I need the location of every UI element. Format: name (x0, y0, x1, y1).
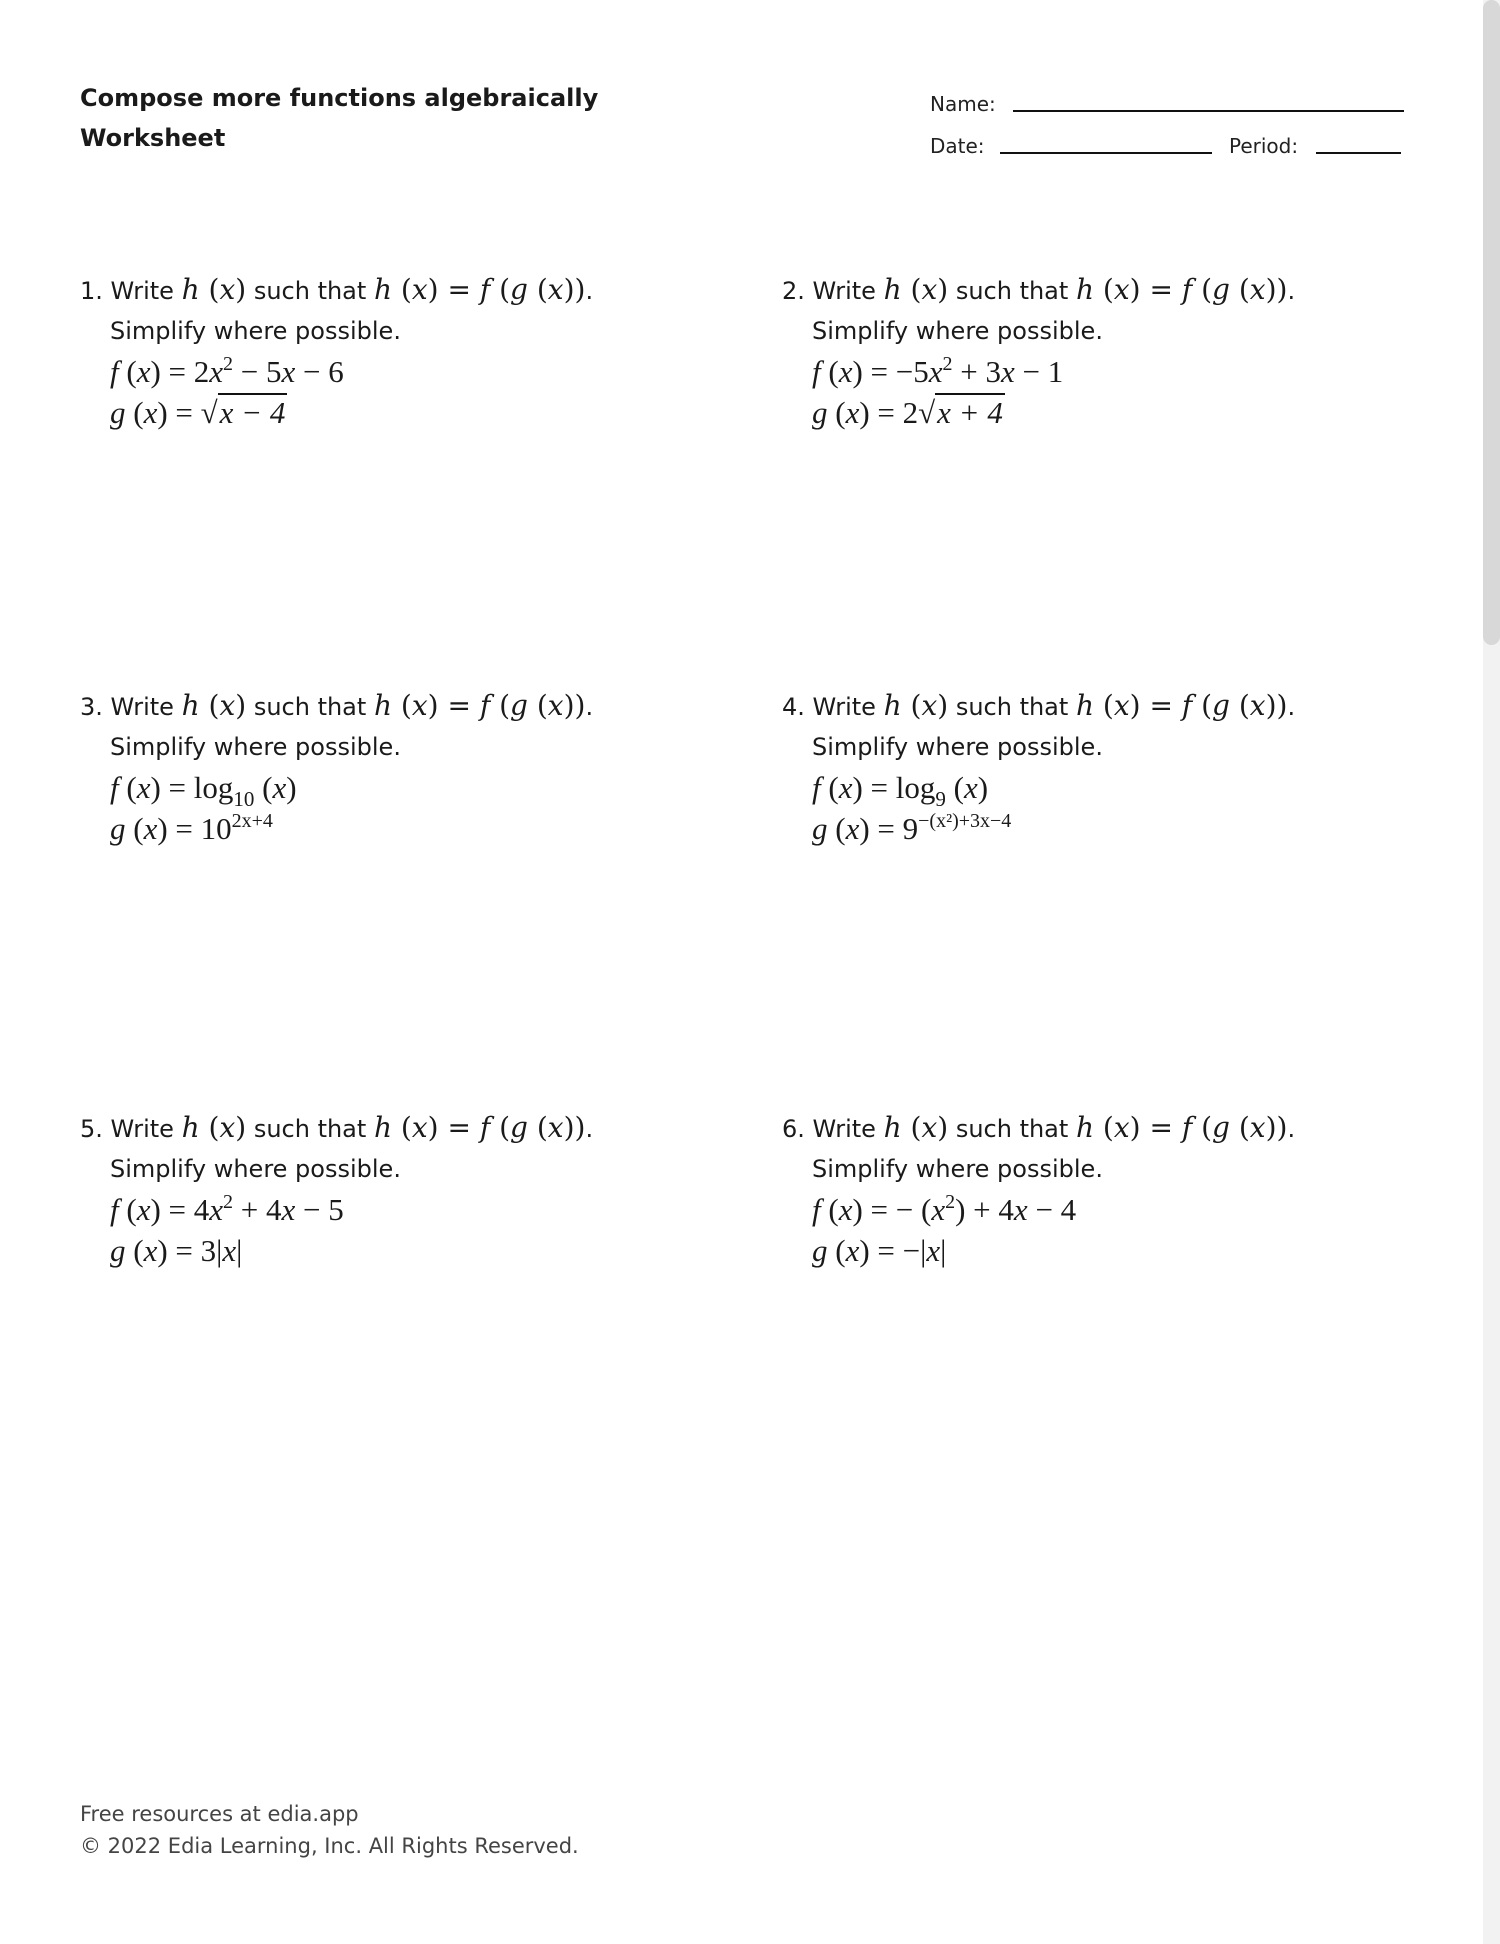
math-variable: g (812, 1233, 828, 1268)
math-variable: f (812, 770, 821, 805)
write-word: Write (812, 693, 876, 721)
simplify-instruction: Simplify where possible. (812, 317, 1103, 345)
f-definition (782, 1189, 1422, 1230)
write-word: Write (812, 1115, 876, 1143)
name-field-line[interactable] (1013, 110, 1404, 112)
math-text: ) = 2 (150, 354, 210, 389)
problem-prompt: 6. Write h (x) such that h (x) = f (g (x)). (782, 1111, 1296, 1144)
h-of-x-math: h (x) (181, 273, 247, 306)
math-text: − 1 (1014, 354, 1064, 389)
math-variable: x (838, 770, 853, 805)
math-variable: f (110, 770, 119, 805)
math-text: ( (118, 354, 137, 389)
such-that-word: such that (955, 277, 1069, 305)
f-definition (782, 351, 1422, 392)
math-variable: g (110, 811, 126, 846)
math-text: ( (125, 1233, 144, 1268)
math-text: + 4 (233, 1192, 282, 1227)
simplify-instruction: Simplify where possible. (812, 1155, 1103, 1183)
problem-number: 2. (782, 277, 805, 305)
name-label: Name: (930, 92, 996, 116)
math-exponent: 2 (223, 1191, 234, 1213)
title-line-1: Compose more functions algebraically (80, 84, 599, 112)
math-text: ) = 9 (859, 811, 919, 846)
math-variable: x (143, 395, 158, 430)
simplify-instruction: Simplify where possible. (110, 733, 401, 761)
write-word: Write (110, 277, 174, 305)
write-word: Write (812, 277, 876, 305)
math-text: ( (254, 770, 273, 805)
problem-prompt: 2. Write h (x) such that h (x) = f (g (x)). (782, 273, 1296, 306)
problem-number: 4. (782, 693, 805, 721)
problem-prompt: 5. Write h (x) such that h (x) = f (g (x)). (80, 1111, 594, 1144)
period-label: Period: (1229, 134, 1299, 158)
math-text: ) = log (852, 770, 936, 805)
math-exponent: 2 (223, 353, 234, 375)
such-that-word: such that (253, 277, 367, 305)
math-text: ) = −5 (852, 354, 929, 389)
math-text: ( (118, 770, 137, 805)
math-subscript: 10 (233, 787, 255, 811)
composition-math: h (x) = f (g (x)) (373, 273, 586, 306)
problem-1 (80, 270, 720, 433)
f-definition (80, 351, 720, 392)
g-definition (80, 1230, 720, 1271)
math-text: ( (125, 811, 144, 846)
math-text: ) (286, 770, 297, 805)
math-variable: f (110, 354, 119, 389)
math-text: + 3 (952, 354, 1002, 389)
period-field-line[interactable] (1316, 152, 1401, 154)
math-text: ( (827, 395, 846, 430)
g-definition (782, 392, 1422, 433)
problem-prompt: 1. Write h (x) such that h (x) = f (g (x)). (80, 273, 594, 306)
problem-6 (782, 1108, 1422, 1271)
h-of-x-math: h (x) (181, 1111, 247, 1144)
math-variable: x (926, 1233, 941, 1268)
math-text: − 4 (1027, 1192, 1077, 1227)
problem-4 (782, 686, 1422, 849)
math-text: − 5 (295, 1192, 344, 1227)
math-variable: g (110, 1233, 126, 1268)
math-text: ) = −| (859, 1233, 927, 1268)
math-radicand: x + 4 (937, 395, 1003, 430)
math-variable: x (136, 1192, 151, 1227)
math-variable: x (209, 354, 224, 389)
math-variable: x (143, 811, 158, 846)
date-field-line[interactable] (1000, 152, 1212, 154)
math-variable: x (1013, 1192, 1028, 1227)
math-radicand: x − 4 (219, 395, 286, 430)
h-of-x-math: h (x) (883, 273, 949, 306)
math-text: ( (125, 395, 144, 430)
math-exponent: 2 (945, 1191, 956, 1213)
f-definition (80, 1189, 720, 1230)
h-of-x-math: h (x) (181, 689, 247, 722)
g-definition (80, 808, 720, 849)
simplify-instruction: Simplify where possible. (812, 733, 1103, 761)
math-variable: g (812, 811, 828, 846)
math-text: ) = 2√ (859, 395, 936, 430)
scrollbar-thumb[interactable] (1483, 0, 1500, 645)
write-word: Write (110, 693, 174, 721)
g-definition (782, 808, 1422, 849)
math-variable: x (272, 770, 287, 805)
math-text: ( (827, 1233, 846, 1268)
math-variable: x (845, 395, 860, 430)
write-word: Write (110, 1115, 174, 1143)
math-text: − 5 (233, 354, 282, 389)
problem-number: 3. (80, 693, 103, 721)
math-text: ) = √ (157, 395, 218, 430)
math-variable: x (281, 1192, 296, 1227)
problem-3 (80, 686, 720, 849)
problem-prompt: 4. Write h (x) such that h (x) = f (g (x)). (782, 689, 1296, 722)
math-text: − 6 (295, 354, 344, 389)
math-variable: x (963, 770, 978, 805)
math-variable: x (143, 1233, 158, 1268)
problem-prompt: 3. Write h (x) such that h (x) = f (g (x)). (80, 689, 594, 722)
math-text: ) = − ( (852, 1192, 932, 1227)
such-that-word: such that (253, 693, 367, 721)
composition-math: h (x) = f (g (x)) (373, 1111, 586, 1144)
math-variable: x (222, 1233, 237, 1268)
problem-number: 1. (80, 277, 103, 305)
math-text: ( (118, 1192, 137, 1227)
problem-number: 6. (782, 1115, 805, 1143)
math-text: ) (977, 770, 989, 805)
math-variable: x (931, 1192, 946, 1227)
footer-resources: Free resources at edia.app (80, 1802, 359, 1826)
math-variable: x (136, 354, 151, 389)
math-variable: x (838, 1192, 853, 1227)
such-that-word: such that (955, 1115, 1069, 1143)
h-of-x-math: h (x) (883, 689, 949, 722)
f-definition (782, 767, 1422, 811)
math-text: ) = 10 (157, 811, 232, 846)
composition-math: h (x) = f (g (x)) (1075, 689, 1288, 722)
math-text: ( (820, 354, 839, 389)
simplify-instruction: Simplify where possible. (110, 1155, 401, 1183)
problem-5 (80, 1108, 720, 1271)
f-definition (80, 767, 720, 811)
math-variable: x (1001, 354, 1015, 389)
math-variable: f (110, 1192, 119, 1227)
math-text: ( (827, 811, 846, 846)
such-that-word: such that (253, 1115, 367, 1143)
math-variable: g (812, 395, 828, 430)
math-variable: x (281, 354, 296, 389)
problem-2 (782, 270, 1422, 433)
math-variable: x (136, 770, 151, 805)
composition-math: h (x) = f (g (x)) (373, 689, 586, 722)
h-of-x-math: h (x) (883, 1111, 949, 1144)
math-text: ) = 3| (157, 1233, 223, 1268)
math-exponent: 2 (942, 353, 953, 375)
math-text: ) = log (150, 770, 234, 805)
math-text: ( (945, 770, 964, 805)
math-text: | (236, 1233, 243, 1268)
g-definition (782, 1230, 1422, 1271)
math-variable: x (845, 811, 860, 846)
math-variable: x (209, 1192, 224, 1227)
math-variable: f (812, 354, 821, 389)
math-exponent: −(x²)+3x−4 (918, 810, 1012, 832)
math-text: ) = 4 (150, 1192, 210, 1227)
composition-math: h (x) = f (g (x)) (1075, 1111, 1288, 1144)
title-line-2: Worksheet (80, 124, 226, 152)
math-text: ) + 4 (955, 1192, 1014, 1227)
date-label: Date: (930, 134, 985, 158)
g-definition (80, 392, 720, 433)
math-text: ( (820, 770, 839, 805)
math-subscript: 9 (935, 787, 946, 811)
problem-number: 5. (80, 1115, 103, 1143)
footer-copyright: © 2022 Edia Learning, Inc. All Rights Reserved. (80, 1834, 579, 1858)
math-variable: x (928, 354, 943, 389)
math-variable: x (845, 1233, 860, 1268)
math-text: ( (820, 1192, 839, 1227)
such-that-word: such that (955, 693, 1069, 721)
composition-math: h (x) = f (g (x)) (1075, 273, 1288, 306)
math-variable: f (812, 1192, 821, 1227)
math-variable: x (838, 354, 853, 389)
simplify-instruction: Simplify where possible. (110, 317, 401, 345)
math-variable: g (110, 395, 126, 430)
math-exponent: 2x+4 (231, 810, 273, 832)
math-text: | (940, 1233, 947, 1268)
